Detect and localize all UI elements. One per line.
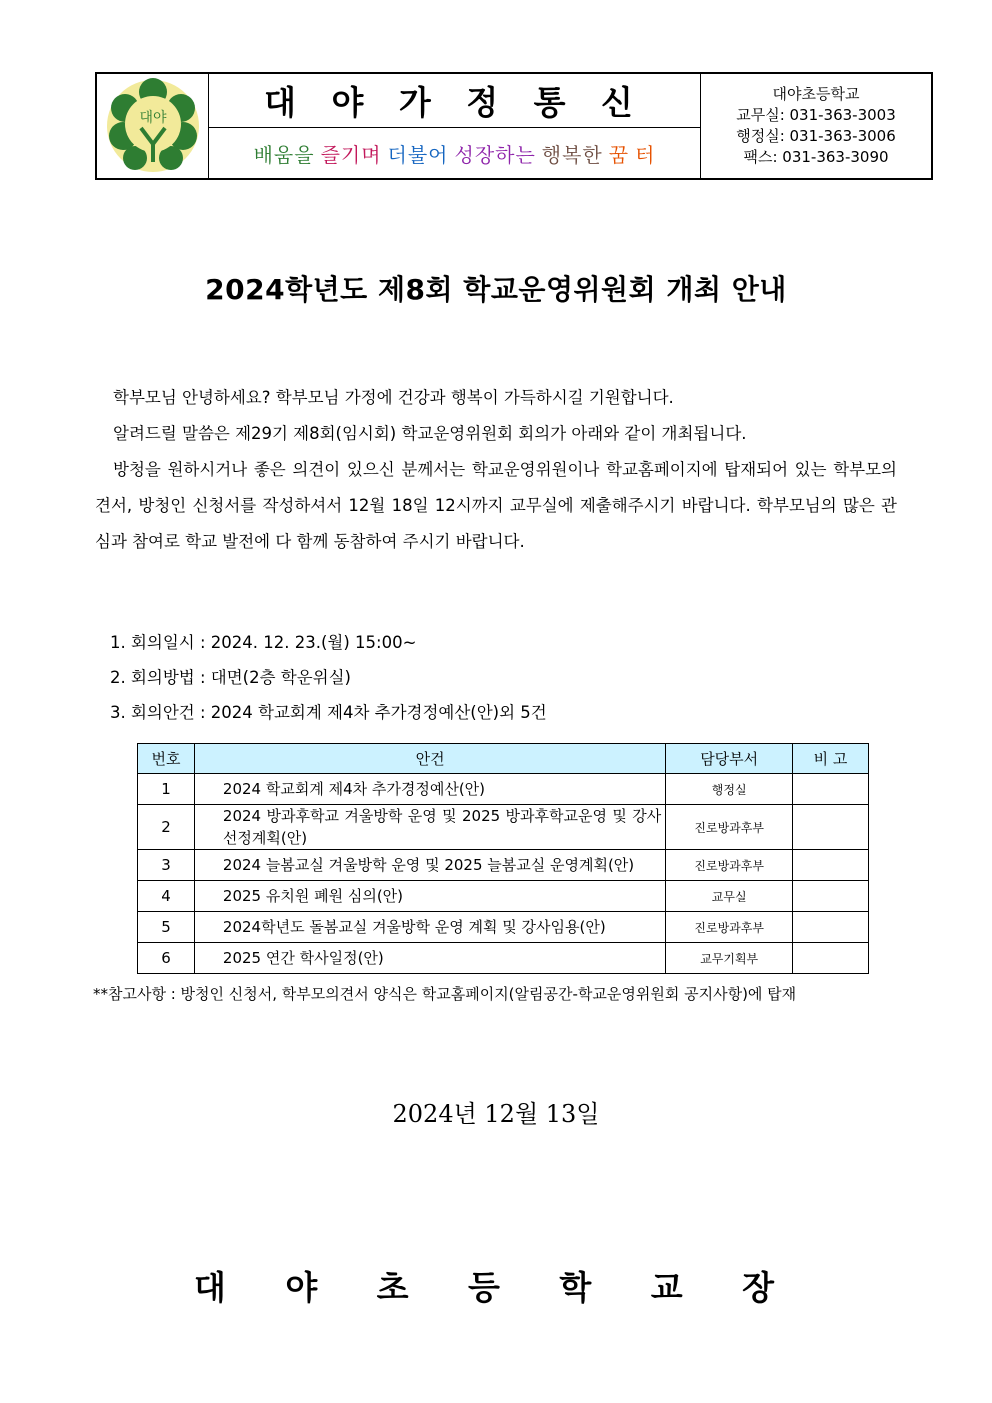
motto-word: 성장하는 bbox=[454, 142, 536, 167]
motto-word: 행복한 bbox=[541, 142, 603, 167]
row-department: 행정실 bbox=[666, 774, 793, 805]
agenda-table bbox=[137, 743, 869, 974]
row-remarks bbox=[793, 774, 869, 805]
table-row bbox=[138, 774, 869, 805]
paragraph-instructions: 방청을 원하시거나 좋은 의견이 있으신 분께서는 학교운영위원이나 학교홈페이지에 탑재되어 있는 학부모의견서, 방청인 신청서를 작성하셔서 12월 18일 12시까지 교무실에 제출해주시기 바랍니다. 학부모님의 많은 관심과 참여로 학교 발전에 다 함께 동참하여 주시기 바랍니다. bbox=[95, 460, 897, 551]
row-department: 진로방과후부 bbox=[666, 805, 793, 850]
school-name: 대야초등학교 bbox=[772, 85, 860, 103]
newsletter-header bbox=[95, 72, 933, 180]
row-agenda: 2025 연간 학사일정(안) bbox=[194, 943, 665, 974]
body-text bbox=[95, 380, 897, 560]
row-number: 1 bbox=[138, 774, 195, 805]
meeting-agenda: 3. 회의안건 : 2024 학교회계 제4차 추가경정예산(안)외 5건 bbox=[110, 703, 547, 722]
header-remarks: 비 고 bbox=[793, 744, 869, 774]
motto-word: 꿈 bbox=[608, 142, 630, 167]
fax-number: 팩스: 031-363-3090 bbox=[743, 148, 889, 166]
table-row bbox=[138, 805, 869, 850]
reference-note: **참고사항 : 방청인 신청서, 학부모의견서 양식은 학교홈페이지(알림공간-학교운영위원회 공지사항)에 탑재 bbox=[93, 985, 797, 1003]
row-department: 교무기획부 bbox=[666, 943, 793, 974]
tree-logo-icon bbox=[103, 78, 203, 174]
newsletter-title: 대 야 가 정 통 신 bbox=[209, 74, 700, 128]
school-logo bbox=[97, 74, 209, 178]
row-number: 6 bbox=[138, 943, 195, 974]
meeting-date: 1. 회의일시 : 2024. 12. 23.(월) 15:00~ bbox=[110, 633, 417, 652]
header-agenda: 안건 bbox=[194, 744, 665, 774]
row-number: 5 bbox=[138, 912, 195, 943]
row-department: 진로방과후부 bbox=[666, 912, 793, 943]
motto-word: 더불어 bbox=[387, 142, 449, 167]
row-remarks bbox=[793, 850, 869, 881]
school-motto bbox=[209, 128, 700, 178]
table-row bbox=[138, 850, 869, 881]
row-number: 2 bbox=[138, 805, 195, 850]
paragraph-greeting: 학부모님 안녕하세요? 학부모님 가정에 건강과 행복이 가득하시길 기원합니다. bbox=[113, 388, 674, 407]
paragraph-announcement: 알려드릴 말씀은 제29기 제8회(임시회) 학교운영위원회 회의가 아래와 같이 개최됩니다. bbox=[113, 424, 747, 443]
principal-signature: 대 야 초 등 학 교 장 bbox=[193, 1268, 799, 1307]
phone-admin: 행정실: 031-363-3006 bbox=[736, 127, 896, 145]
row-agenda: 2024 늘봄교실 겨울방학 운영 및 2025 늘봄교실 운영계획(안) bbox=[194, 850, 665, 881]
row-agenda: 2024학년도 돌봄교실 겨울방학 운영 계획 및 강사임용(안) bbox=[194, 912, 665, 943]
row-agenda: 2024 방과후학교 겨울방학 운영 및 2025 방과후학교운영 및 강사선정계획(안) bbox=[194, 805, 665, 850]
row-remarks bbox=[793, 881, 869, 912]
meeting-method: 2. 회의방법 : 대면(2층 학운위실) bbox=[110, 668, 351, 687]
row-remarks bbox=[793, 912, 869, 943]
phone-office: 교무실: 031-363-3003 bbox=[736, 106, 896, 124]
document-title: 2024학년도 제8회 학교운영위원회 개최 안내 bbox=[205, 273, 787, 306]
logo-text: 대야 bbox=[138, 110, 167, 126]
row-remarks bbox=[793, 805, 869, 850]
table-row bbox=[138, 912, 869, 943]
row-department: 교무실 bbox=[666, 881, 793, 912]
meeting-details bbox=[110, 625, 547, 730]
row-department: 진로방과후부 bbox=[666, 850, 793, 881]
motto-word: 터 bbox=[635, 142, 656, 167]
table-row bbox=[138, 881, 869, 912]
row-number: 4 bbox=[138, 881, 195, 912]
school-contact-info bbox=[701, 74, 931, 178]
header-department: 담당부서 bbox=[666, 744, 793, 774]
row-remarks bbox=[793, 943, 869, 974]
motto-word: 배움을 bbox=[253, 142, 315, 167]
row-number: 3 bbox=[138, 850, 195, 881]
table-header-row bbox=[138, 744, 869, 774]
document-date: 2024년 12월 13일 bbox=[392, 1100, 600, 1128]
header-number: 번호 bbox=[138, 744, 195, 774]
table-row bbox=[138, 943, 869, 974]
row-agenda: 2024 학교회계 제4차 추가경정예산(안) bbox=[194, 774, 665, 805]
motto-word: 즐기며 bbox=[320, 142, 382, 167]
row-agenda: 2025 유치원 폐원 심의(안) bbox=[194, 881, 665, 912]
